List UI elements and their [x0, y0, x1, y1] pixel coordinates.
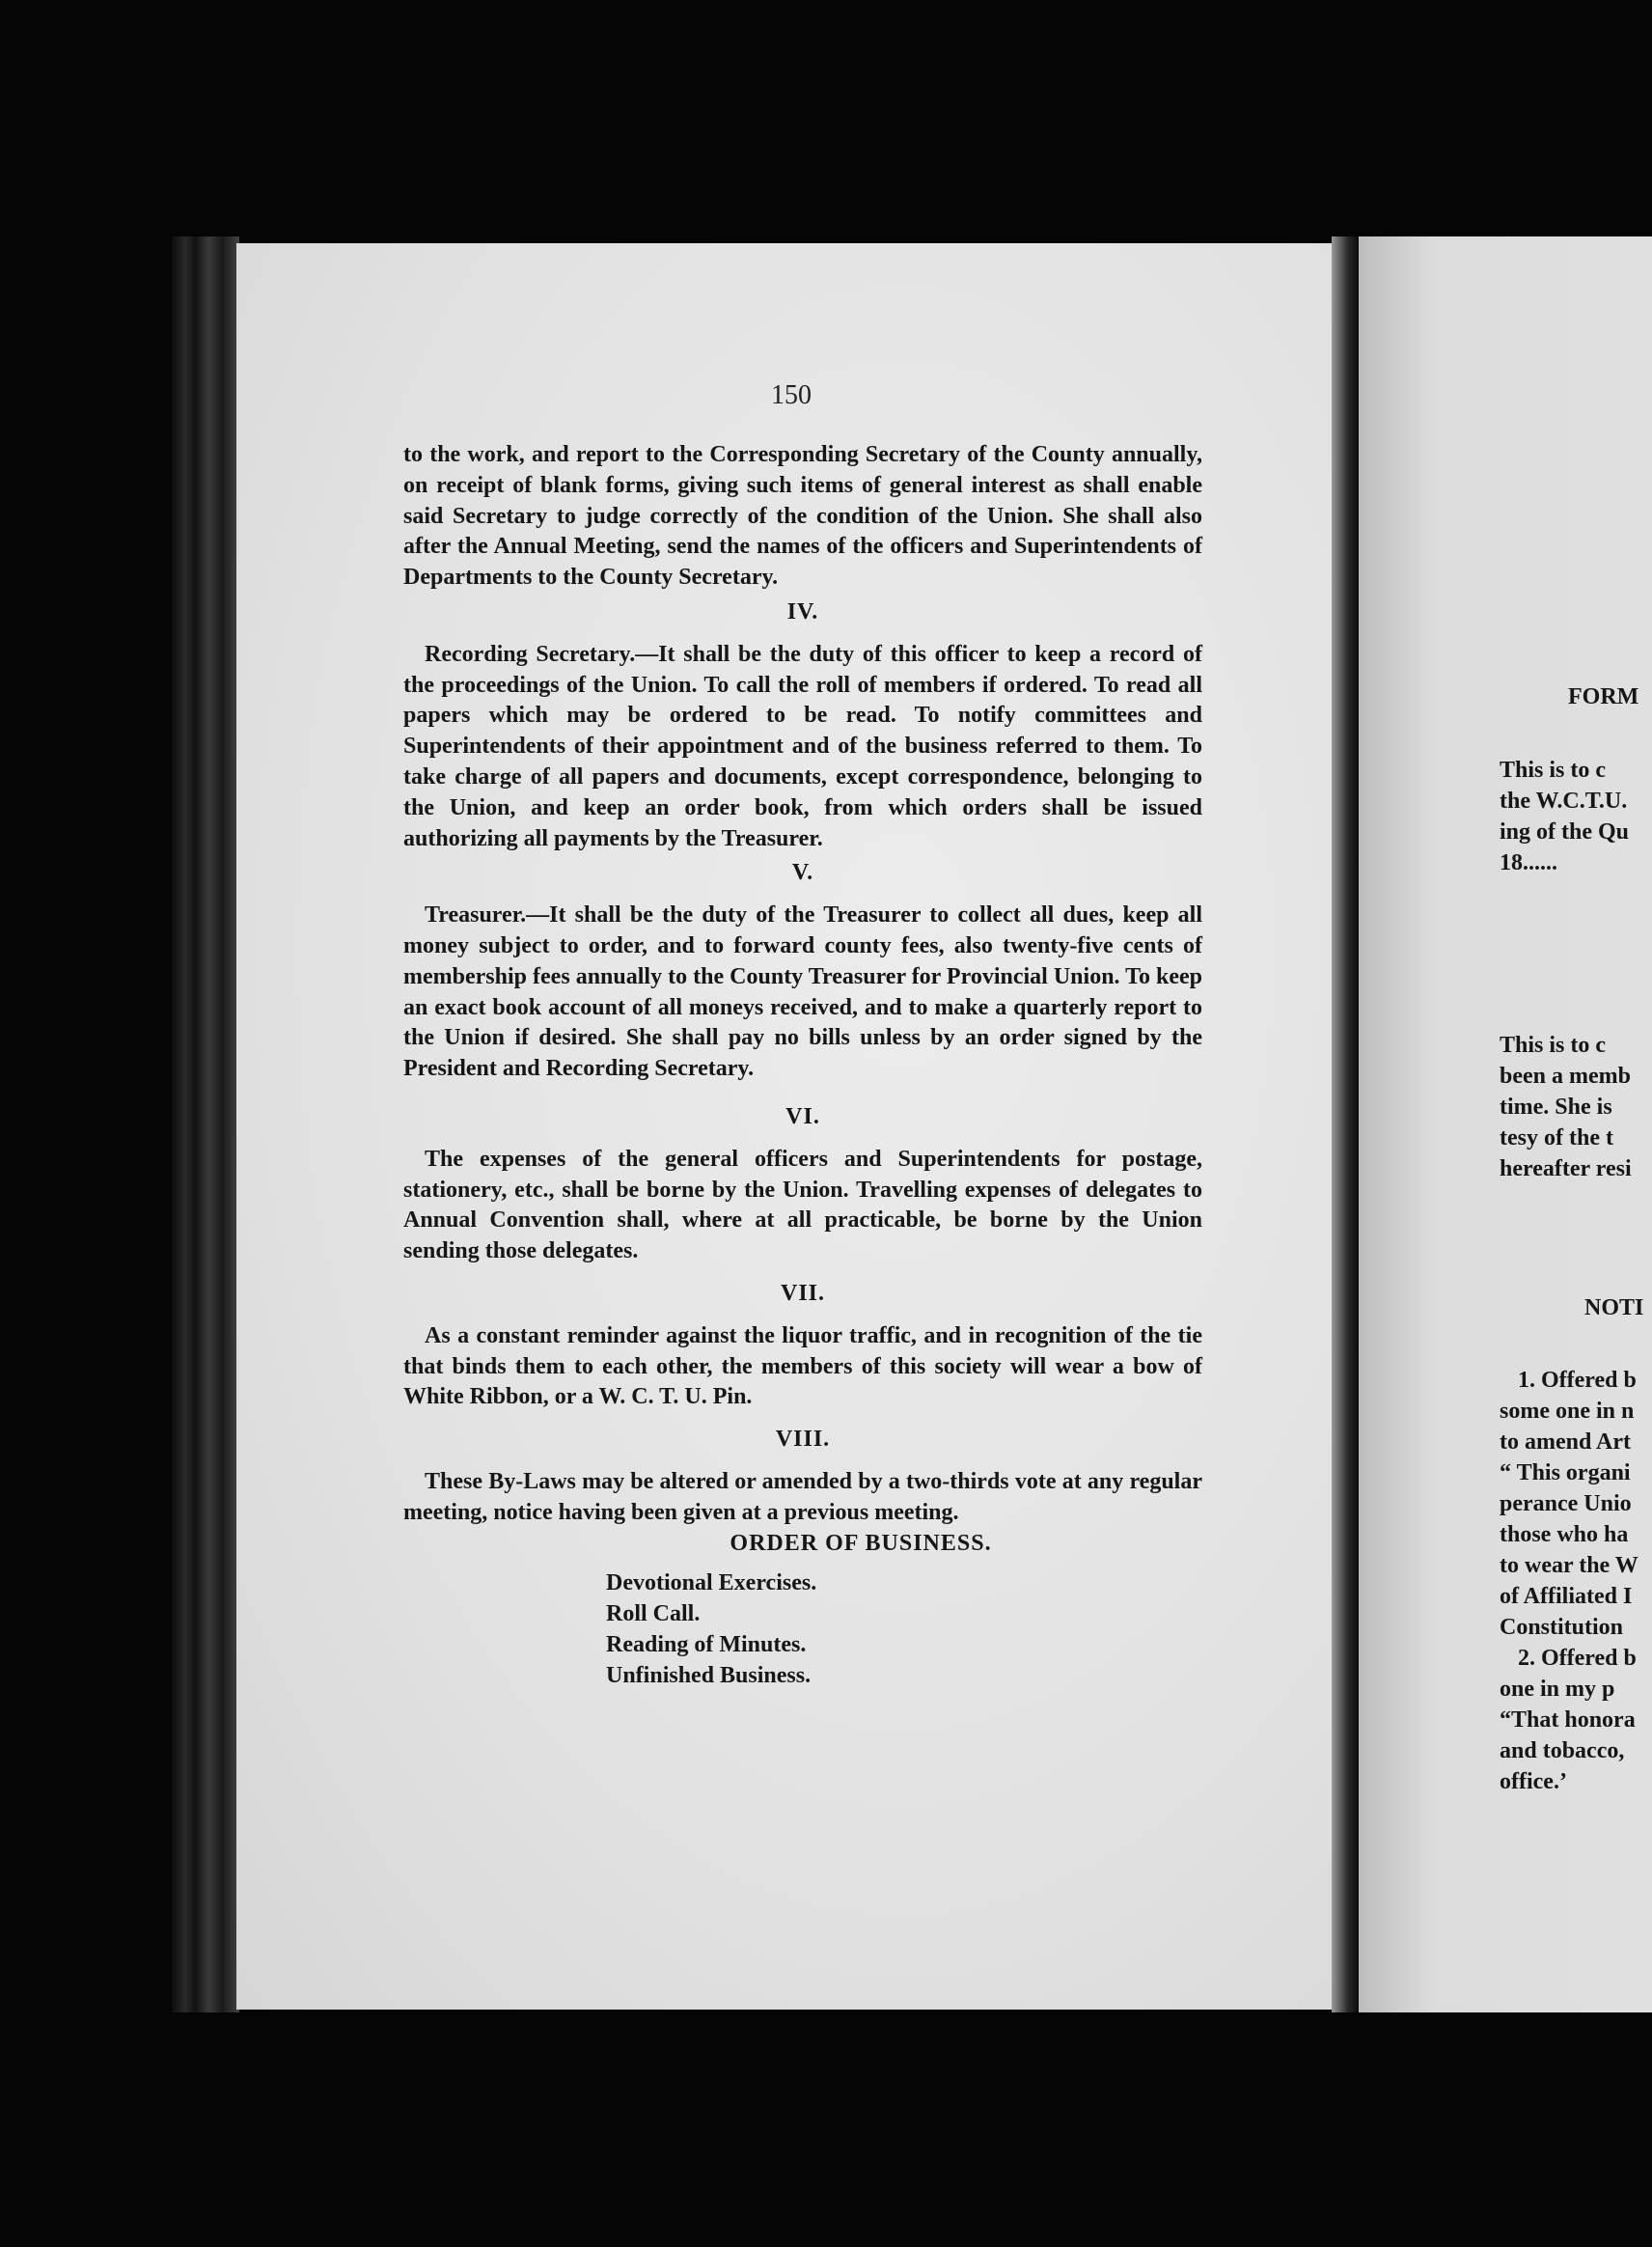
order-item: Reading of Minutes. — [606, 1631, 807, 1657]
notice-line: office.’ — [1500, 1769, 1567, 1794]
notice-line: Constitution — [1500, 1615, 1624, 1640]
certificate-line: This is to c — [1500, 1033, 1607, 1058]
notice-line: and tobacco, — [1500, 1738, 1625, 1763]
certificate-line: hereafter resi — [1500, 1156, 1632, 1181]
order-of-business-list — [403, 1568, 1202, 1691]
right-page-fragment — [1359, 236, 1652, 2012]
certificate-line: tesy of the t — [1500, 1125, 1613, 1151]
section-text-iv: Recording Secretary.—It shall be the duty of this officer to keep a record of the proceedings of the Union. To call the roll of members if ordered. To read all papers which may be ordered to be read. To notify committees and Superintendents of their appointment and of the business referred to them. To take charge of all papers and documents, except correspondence, belonging to the Union, and keep an order book, from which orders shall be issued authorizing all payments by the Treasurer. — [403, 641, 1202, 851]
form-line: 18...... — [1500, 850, 1557, 875]
notice-line: of Affiliated I — [1500, 1584, 1633, 1609]
notice-line: those who ha — [1500, 1522, 1629, 1547]
section-heading-viii: VIII. — [775, 1427, 831, 1453]
form-line: the W.C.T.U. — [1500, 789, 1628, 814]
notice-heading: NOTI — [1584, 1295, 1644, 1320]
notice-line: “That honora — [1500, 1707, 1636, 1733]
section-heading-vi: VI. — [785, 1103, 820, 1129]
notice-line: to wear the W — [1500, 1553, 1638, 1578]
opening-paragraph: to the work, and report to the Corresponding Secretary of the County annually, on receipt of blank forms, giving such items of general interest as shall enable said Secretary to judge correctly of the condition of the Union. She shall also after the Annual Meeting, send the names of the officers and Superintendents of Departments to the County Secretary. — [403, 442, 1202, 591]
order-item: Devotional Exercises. — [606, 1570, 817, 1596]
order-item: Unfinished Business. — [606, 1662, 812, 1688]
notice-line: one in my p — [1500, 1677, 1615, 1702]
certificate-line: been a memb — [1500, 1064, 1631, 1089]
section-text-vii: As a constant reminder against the liquor traffic, and in recognition of the tie that binds them to each other, the members of this society will wear a bow of White Ribbon, or a W. C. T. U. Pin. — [403, 1322, 1202, 1410]
order-item: Roll Call. — [606, 1601, 701, 1627]
notice-line: some one in n — [1500, 1399, 1635, 1424]
left-page — [236, 243, 1346, 2010]
notice-line: 2. Offered b — [1518, 1646, 1637, 1671]
page-edge-stack — [172, 236, 239, 2012]
form-heading: FORM — [1568, 684, 1639, 709]
section-heading-iv: IV. — [786, 598, 819, 624]
form-line: ing of the Qu — [1500, 819, 1630, 845]
section-text-viii: These By-Laws may be altered or amended by a two-thirds vote at any regular meeting, notice having been given at a previous meeting. — [403, 1468, 1202, 1525]
notice-line: “ This organi — [1500, 1460, 1631, 1485]
order-of-business-heading: ORDER OF BUSINESS. — [730, 1530, 992, 1556]
section-heading-vii: VII. — [780, 1280, 825, 1306]
section-text-vi: The expenses of the general officers and Superintendents for postage, stationery, etc., shall be borne by the Union. Travelling expenses of delegates to Annual Convention shall, where at all practicable, be borne by the Union sending those delegates. — [403, 1146, 1202, 1264]
notice-line: 1. Offered b — [1518, 1368, 1637, 1393]
certificate-line: time. She is — [1500, 1095, 1612, 1120]
book-gutter — [1332, 236, 1359, 2012]
notice-line: perance Unio — [1500, 1491, 1632, 1516]
form-line: This is to c — [1500, 758, 1607, 783]
section-text-v: Treasurer.—It shall be the duty of the Treasurer to collect all dues, keep all money subject to order, and to forward county fees, also twenty-five cents of membership fees annually to the County Treasurer for Provincial Union. To keep an exact book account of all moneys received, and to make a quarterly report to the Union if desired. She shall pay no bills unless by an order signed by the President and Recording Secretary. — [403, 902, 1202, 1082]
left-page-body — [403, 440, 1202, 1691]
page-number: 150 — [771, 380, 812, 410]
notice-line: to amend Art — [1500, 1429, 1631, 1455]
section-heading-v: V. — [791, 860, 814, 886]
